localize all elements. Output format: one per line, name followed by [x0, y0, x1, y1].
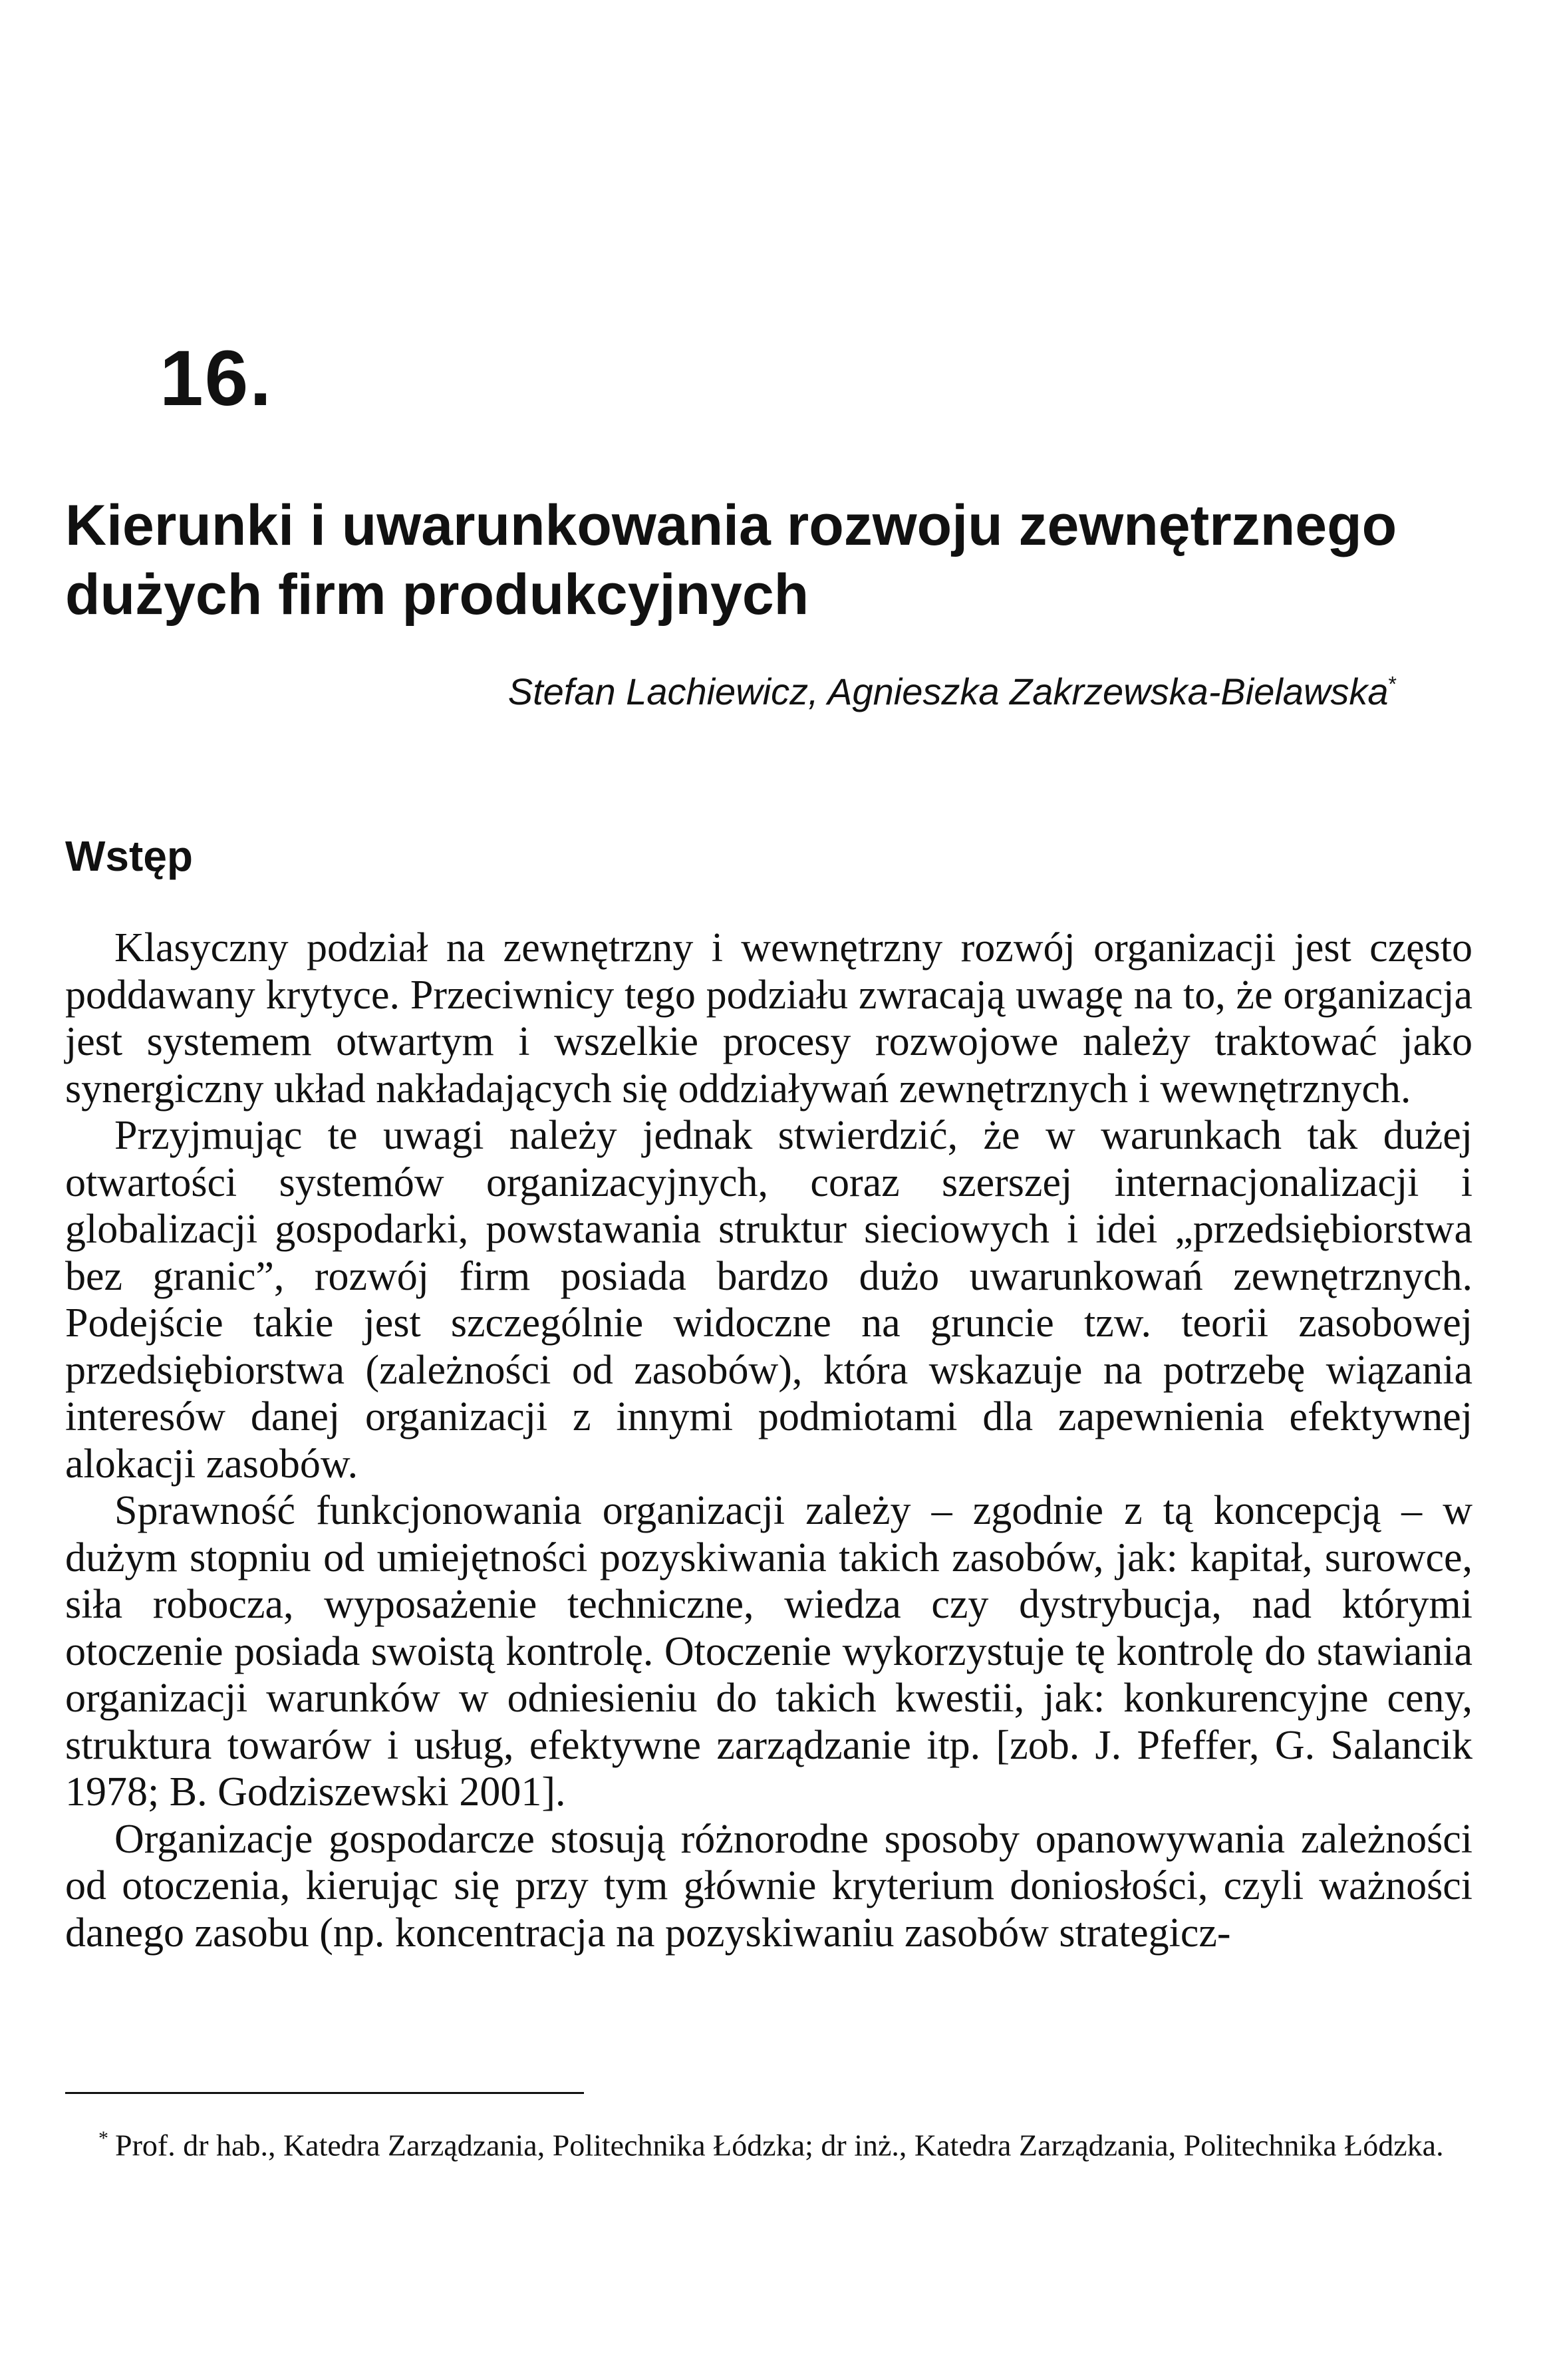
chapter-title [65, 491, 1395, 629]
chapter-title-line-1: Kierunki i uwarunkowania rozwoju zewnętrznego [65, 494, 1397, 557]
paragraph-1: Klasyczny podział na zewnętrzny i wewnętrzny rozwój organizacji jest często poddawany krytyce. Przeciwnicy tego podziału zwracają uwagę na to, że organizacja jest systemem otwartym i wszelkie procesy rozwojowe należy traktować jako synergiczny układ nakładających się oddziaływań zewnętrznych i wewnętrznych. [65, 925, 1473, 1112]
footnote-text: Prof. dr hab., Katedra Zarządzania, Politechnika Łódzka; dr inż., Katedra Zarządzania, Politechnika Łódzka. [115, 2128, 1444, 2162]
authors-line [508, 669, 1397, 714]
paragraph-2: Przyjmując te uwagi należy jednak stwierdzić, że w warunkach tak dużej otwartości systemów organizacyjnych, coraz szerszej internacjonalizacji i globalizacji gospodarki, powstawania struktur sieciowych i idei „przedsiębiorstwa bez granic”, rozwój firm posiada bardzo dużo uwarunkowań zewnętrznych. Podejście takie jest szczególnie widoczne na gruncie tzw. teorii zasobowej przedsiębiorstwa (zależności od zasobów), która wskazuje na potrzebę wiązania interesów danej organizacji z innymi podmiotami dla zapewnienia efektywnej alokacji zasobów. [65, 1113, 1473, 1487]
authors-names: Stefan Lachiewicz, Agnieszka Zakrzewska-Bielawska [507, 670, 1389, 712]
paragraph-4: Organizacje gospodarcze stosują różnorodne sposoby opanowywania zależności od otoczenia, kierując się przy tym głównie kryterium doniosłości, czyli ważności danego zasobu (np. koncentracja na pozyskiwaniu zasobów strategicz- [65, 1816, 1473, 1956]
chapter-number: 16. [160, 335, 273, 422]
section-heading: Wstęp [65, 832, 193, 880]
footnote-separator [65, 2092, 584, 2094]
body-text [65, 925, 1473, 1956]
paragraph-3: Sprawność funkcjonowania organizacji zależy – zgodnie z tą koncepcją – w dużym stopniu od umiejętności pozyskiwania takich zasobów, jak: kapitał, surowce, siła robocza, wyposażenie techniczne, wiedza czy dystrybucja, nad którymi otoczenie posiada swoistą kontrolę. Otoczenie wykorzystuje tę kontrolę do stawiania organizacji warunków w odniesieniu do takich kwestii, jak: konkurencyjne ceny, struktura towarów i usług, efektywne zarządzanie itp. [zob. J. Pfeffer, G. Salancik 1978; B. Godziszewski 2001]. [65, 1488, 1473, 1815]
author-footnote-mark: * [1388, 672, 1397, 696]
chapter-title-line-2: dużych firm produkcyjnych [65, 563, 809, 627]
footnote [65, 2117, 1473, 2166]
footnote-mark: * [98, 2127, 108, 2149]
